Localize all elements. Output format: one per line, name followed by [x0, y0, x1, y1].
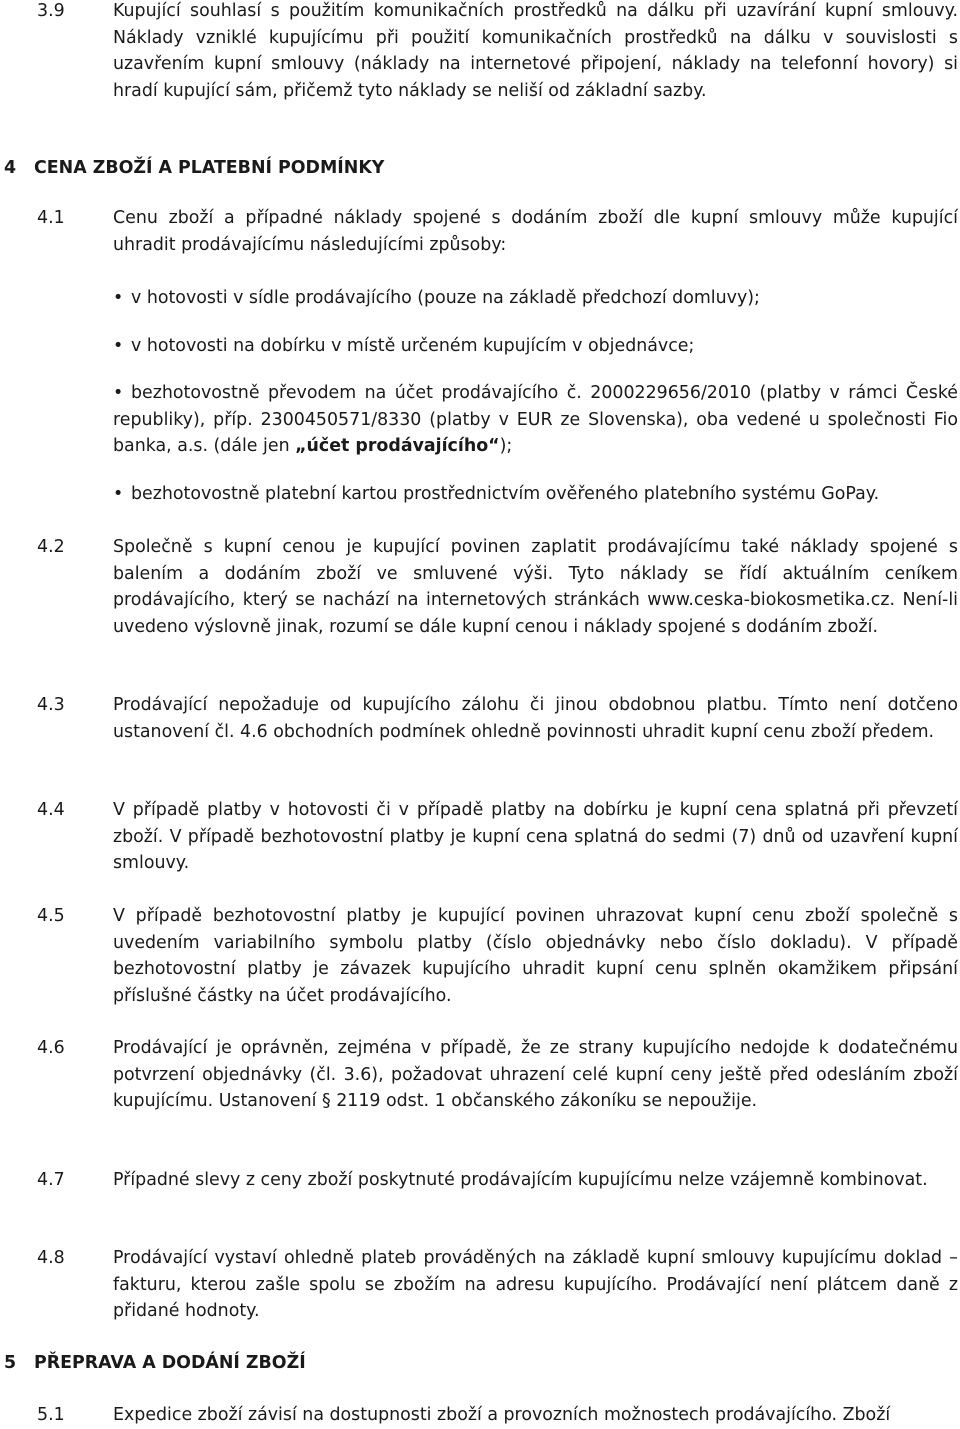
clause-text: Společně s kupní cenou je kupující povinen zaplatit prodávajícímu také náklady spojené s balením a dodáním zboží ve smluvené výši. Tyto náklady se řídí aktuálním ceníkem prodávajícího, který se nachází na internetových stránkách www.ceska-biokosmetika.cz. Není-li uvedeno výslovně jinak, rozumí se dále kupní cenou i náklady spojené s dodáním zboží. — [113, 537, 958, 637]
list-item-text: v hotovosti na dobírku v místě určeném kupujícím v objednávce; — [131, 336, 695, 356]
clause-number: 4.1 — [37, 208, 65, 228]
clause-number: 4.5 — [37, 906, 65, 926]
clause-text: Případné slevy z ceny zboží poskytnuté prodávajícím kupujícímu nelze vzájemně kombinovat. — [113, 1170, 928, 1190]
section-title: CENA ZBOŽÍ A PLATEBNÍ PODMÍNKY — [34, 158, 385, 178]
bullet-icon: • — [113, 336, 124, 356]
list-item — [113, 380, 958, 460]
list-item — [113, 333, 958, 360]
clause-number: 4.4 — [37, 800, 65, 820]
clause-text: Expedice zboží závisí na dostupnosti zboží a provozních možnostech prodávajícího. Zboží — [113, 1405, 891, 1425]
clause-number: 3.9 — [37, 1, 65, 21]
clause-text: Cenu zboží a případné náklady spojené s dodáním zboží dle kupní smlouvy může kupující uhradit prodávajícímu následujícími způsoby: — [113, 208, 958, 255]
list-item-text-end: ); — [499, 436, 513, 456]
bullet-icon: • — [113, 288, 124, 308]
list-item-text: bezhotovostně převodem na účet prodávajícího č. 2000229656/2010 (platby v rámci České republiky), příp. 2300450571/8330 (platby v EUR ze Slovenska), oba vedené u společnosti Fio banka, a.s. (dále jen — [113, 383, 958, 456]
clause-number: 4.3 — [37, 695, 65, 715]
section-number: 5 — [4, 1353, 17, 1373]
defined-term: „účet prodávajícího“ — [295, 436, 500, 456]
clause-text: V případě bezhotovostní platby je kupující povinen uhrazovat kupní cenu zboží společně s uvedením variabilního symbolu platby (číslo objednávky nebo číslo dokladu). V případě bezhotovostní platby je závazek kupujícího uhradit kupní cenu splněn okamžikem připsání příslušné částky na účet prodávajícího. — [113, 906, 958, 1006]
bullet-icon: • — [113, 484, 124, 504]
section-heading-5 — [4, 1350, 306, 1377]
clause-text: Prodávající vystaví ohledně plateb prováděných na základě kupní smlouvy kupujícímu doklad – fakturu, kterou zašle spolu se zbožím na adresu kupujícího. Prodávající není plátcem daně z přidané hodnoty. — [113, 1248, 958, 1321]
section-heading-4 — [4, 155, 384, 182]
list-item-text: bezhotovostně platební kartou prostřednictvím ověřeného platebního systému GoPay. — [131, 484, 880, 504]
clause-text: V případě platby v hotovosti či v případě platby na dobírku je kupní cena splatná při převzetí zboží. V případě bezhotovostní platby je kupní cena splatná do sedmi (7) dnů od uzavření kupní smlouvy. — [113, 800, 958, 873]
section-number: 4 — [4, 158, 17, 178]
bullet-icon: • — [113, 383, 124, 403]
clause-number: 4.8 — [37, 1248, 65, 1268]
clause-text: Prodávající nepožaduje od kupujícího zálohu či jinou obdobnou platbu. Tímto není dotčeno ustanovení čl. 4.6 obchodních podmínek ohledně povinnosti uhradit kupní cenu zboží předem. — [113, 695, 958, 742]
list-item — [113, 481, 958, 508]
section-title: PŘEPRAVA A DODÁNÍ ZBOŽÍ — [34, 1353, 306, 1373]
list-item-text: v hotovosti v sídle prodávajícího (pouze na základě předchozí domluvy); — [131, 288, 760, 308]
list-item — [113, 285, 958, 312]
clause-number: 4.7 — [37, 1170, 65, 1190]
clause-number: 5.1 — [37, 1405, 65, 1425]
clause-text: Prodávající je oprávněn, zejména v případě, že ze strany kupujícího nedojde k dodatečnému potvrzení objednávky (čl. 3.6), požadovat uhrazení celé kupní ceny ještě před odesláním zboží kupujícímu. Ustanovení § 2119 odst. 1 občanského zákoníku se nepoužije. — [113, 1038, 958, 1111]
clause-text: Kupující souhlasí s použitím komunikačních prostředků na dálku při uzavírání kupní smlouvy. Náklady vzniklé kupujícímu při použití komunikačních prostředků na dálku v souvislosti s uzavřením kupní smlouvy (náklady na internetové připojení, náklady na telefonní hovory) si hradí kupující sám, přičemž tyto náklady se neliší od základní sazby. — [113, 1, 958, 101]
clause-number: 4.2 — [37, 537, 65, 557]
clause-number: 4.6 — [37, 1038, 65, 1058]
